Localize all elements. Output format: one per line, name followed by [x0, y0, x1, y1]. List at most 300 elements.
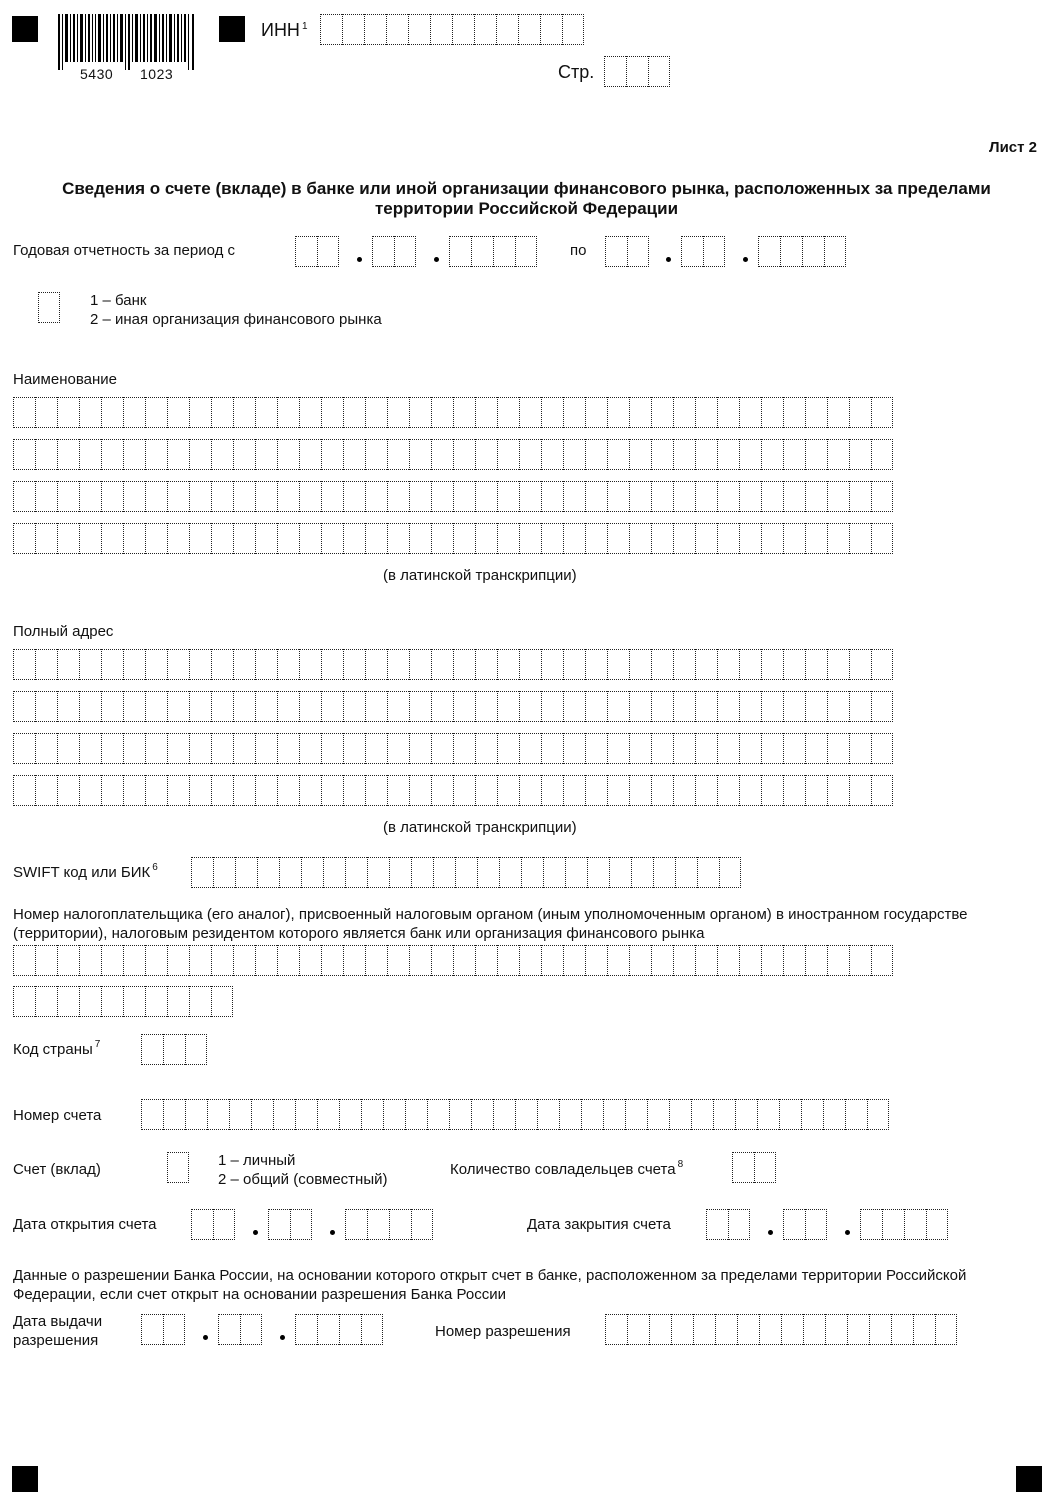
entry-cell[interactable]	[805, 523, 827, 554]
entry-cell[interactable]	[805, 649, 827, 680]
entry-cell[interactable]	[235, 857, 257, 888]
entry-cell[interactable]	[629, 945, 651, 976]
entry-cell[interactable]	[365, 523, 387, 554]
entry-cell[interactable]	[493, 1099, 515, 1130]
entry-cell[interactable]	[651, 649, 673, 680]
entry-cell[interactable]	[783, 775, 805, 806]
entry-cell[interactable]	[497, 439, 519, 470]
entry-cell[interactable]	[761, 691, 783, 722]
entry-cell[interactable]	[629, 523, 651, 554]
entry-cell[interactable]	[233, 439, 255, 470]
entry-cell[interactable]	[849, 481, 871, 512]
period-to-year[interactable]	[758, 236, 846, 267]
entry-cell[interactable]	[653, 857, 675, 888]
entry-cell[interactable]	[255, 481, 277, 512]
entry-cell[interactable]	[317, 1099, 339, 1130]
entry-cell[interactable]	[145, 481, 167, 512]
entry-cell[interactable]	[240, 1314, 262, 1345]
entry-cell[interactable]	[651, 481, 673, 512]
entry-cell[interactable]	[255, 775, 277, 806]
entry-cell[interactable]	[79, 523, 101, 554]
entry-cell[interactable]	[629, 397, 651, 428]
entry-cell[interactable]	[257, 857, 279, 888]
entry-cell[interactable]	[935, 1314, 957, 1345]
entry-cell[interactable]	[233, 775, 255, 806]
entry-cell[interactable]	[167, 481, 189, 512]
entry-cell[interactable]	[651, 775, 673, 806]
entry-cell[interactable]	[255, 397, 277, 428]
entry-cell[interactable]	[849, 439, 871, 470]
entry-cell[interactable]	[431, 397, 453, 428]
entry-cell[interactable]	[185, 1099, 207, 1130]
entry-cell[interactable]	[904, 1209, 926, 1240]
entry-cell[interactable]	[477, 857, 499, 888]
entry-cell[interactable]	[783, 397, 805, 428]
entry-cell[interactable]	[519, 439, 541, 470]
entry-cell[interactable]	[361, 1314, 383, 1345]
entry-cell[interactable]	[35, 397, 57, 428]
entry-cell[interactable]	[563, 439, 585, 470]
entry-cell[interactable]	[849, 523, 871, 554]
entry-cell[interactable]	[79, 945, 101, 976]
entry-cell[interactable]	[211, 523, 233, 554]
entry-cell[interactable]	[35, 733, 57, 764]
entry-cell[interactable]	[717, 733, 739, 764]
entry-cell[interactable]	[805, 397, 827, 428]
entry-cell[interactable]	[607, 649, 629, 680]
entry-cell[interactable]	[860, 1209, 882, 1240]
entry-cell[interactable]	[802, 236, 824, 267]
entry-cell[interactable]	[189, 986, 211, 1017]
address-row-3[interactable]	[13, 733, 893, 764]
entry-cell[interactable]	[211, 691, 233, 722]
entry-cell[interactable]	[871, 945, 893, 976]
entry-cell[interactable]	[717, 439, 739, 470]
entry-cell[interactable]	[431, 481, 453, 512]
entry-cell[interactable]	[739, 945, 761, 976]
entry-cell[interactable]	[717, 945, 739, 976]
entry-cell[interactable]	[189, 397, 211, 428]
entry-cell[interactable]	[233, 649, 255, 680]
entry-cell[interactable]	[475, 649, 497, 680]
entry-cell[interactable]	[651, 523, 673, 554]
entry-cell[interactable]	[706, 1209, 728, 1240]
entry-cell[interactable]	[35, 649, 57, 680]
entry-cell[interactable]	[515, 1099, 537, 1130]
entry-cell[interactable]	[801, 1099, 823, 1130]
entry-cell[interactable]	[585, 733, 607, 764]
name-row-1[interactable]	[13, 397, 893, 428]
entry-cell[interactable]	[321, 397, 343, 428]
entry-cell[interactable]	[871, 523, 893, 554]
entry-cell[interactable]	[431, 691, 453, 722]
entry-cell[interactable]	[871, 733, 893, 764]
entry-cell[interactable]	[519, 733, 541, 764]
entry-cell[interactable]	[739, 733, 761, 764]
entry-cell[interactable]	[343, 481, 365, 512]
deposit-type-field[interactable]	[167, 1152, 189, 1183]
entry-cell[interactable]	[409, 397, 431, 428]
entry-cell[interactable]	[475, 733, 497, 764]
entry-cell[interactable]	[387, 945, 409, 976]
entry-cell[interactable]	[273, 1099, 295, 1130]
entry-cell[interactable]	[651, 733, 673, 764]
entry-cell[interactable]	[449, 236, 471, 267]
entry-cell[interactable]	[739, 397, 761, 428]
entry-cell[interactable]	[145, 397, 167, 428]
page-number-field[interactable]	[604, 56, 670, 87]
entry-cell[interactable]	[35, 775, 57, 806]
entry-cell[interactable]	[342, 14, 364, 45]
entry-cell[interactable]	[499, 857, 521, 888]
name-row-2[interactable]	[13, 439, 893, 470]
entry-cell[interactable]	[475, 691, 497, 722]
entry-cell[interactable]	[365, 775, 387, 806]
address-row-1[interactable]	[13, 649, 893, 680]
entry-cell[interactable]	[185, 1034, 207, 1065]
entry-cell[interactable]	[189, 945, 211, 976]
entry-cell[interactable]	[409, 945, 431, 976]
entry-cell[interactable]	[79, 397, 101, 428]
entry-cell[interactable]	[79, 733, 101, 764]
entry-cell[interactable]	[255, 649, 277, 680]
entry-cell[interactable]	[408, 14, 430, 45]
entry-cell[interactable]	[345, 857, 367, 888]
entry-cell[interactable]	[411, 857, 433, 888]
entry-cell[interactable]	[671, 1314, 693, 1345]
entry-cell[interactable]	[343, 523, 365, 554]
entry-cell[interactable]	[647, 1099, 669, 1130]
entry-cell[interactable]	[496, 14, 518, 45]
entry-cell[interactable]	[757, 1099, 779, 1130]
entry-cell[interactable]	[519, 775, 541, 806]
entry-cell[interactable]	[431, 523, 453, 554]
entry-cell[interactable]	[827, 775, 849, 806]
entry-cell[interactable]	[233, 945, 255, 976]
entry-cell[interactable]	[365, 439, 387, 470]
entry-cell[interactable]	[35, 439, 57, 470]
entry-cell[interactable]	[409, 439, 431, 470]
entry-cell[interactable]	[871, 775, 893, 806]
entry-cell[interactable]	[387, 691, 409, 722]
entry-cell[interactable]	[13, 733, 35, 764]
entry-cell[interactable]	[387, 397, 409, 428]
entry-cell[interactable]	[163, 1314, 185, 1345]
entry-cell[interactable]	[717, 397, 739, 428]
entry-cell[interactable]	[13, 649, 35, 680]
entry-cell[interactable]	[761, 775, 783, 806]
entry-cell[interactable]	[79, 691, 101, 722]
entry-cell[interactable]	[563, 397, 585, 428]
entry-cell[interactable]	[673, 397, 695, 428]
entry-cell[interactable]	[891, 1314, 913, 1345]
entry-cell[interactable]	[474, 14, 496, 45]
period-from-year[interactable]	[449, 236, 537, 267]
entry-cell[interactable]	[761, 649, 783, 680]
entry-cell[interactable]	[827, 439, 849, 470]
entry-cell[interactable]	[629, 733, 651, 764]
entry-cell[interactable]	[849, 733, 871, 764]
entry-cell[interactable]	[758, 236, 780, 267]
entry-cell[interactable]	[13, 945, 35, 976]
entry-cell[interactable]	[695, 481, 717, 512]
entry-cell[interactable]	[295, 236, 317, 267]
entry-cell[interactable]	[519, 523, 541, 554]
entry-cell[interactable]	[869, 1314, 891, 1345]
entry-cell[interactable]	[453, 397, 475, 428]
entry-cell[interactable]	[585, 945, 607, 976]
entry-cell[interactable]	[57, 733, 79, 764]
entry-cell[interactable]	[211, 649, 233, 680]
entry-cell[interactable]	[365, 397, 387, 428]
entry-cell[interactable]	[57, 439, 79, 470]
entry-cell[interactable]	[497, 397, 519, 428]
entry-cell[interactable]	[497, 945, 519, 976]
entry-cell[interactable]	[827, 397, 849, 428]
entry-cell[interactable]	[343, 733, 365, 764]
entry-cell[interactable]	[145, 439, 167, 470]
entry-cell[interactable]	[651, 691, 673, 722]
entry-cell[interactable]	[585, 439, 607, 470]
entry-cell[interactable]	[101, 649, 123, 680]
entry-cell[interactable]	[761, 481, 783, 512]
entry-cell[interactable]	[541, 691, 563, 722]
entry-cell[interactable]	[651, 945, 673, 976]
entry-cell[interactable]	[321, 733, 343, 764]
entry-cell[interactable]	[163, 1099, 185, 1130]
entry-cell[interactable]	[387, 439, 409, 470]
entry-cell[interactable]	[13, 481, 35, 512]
entry-cell[interactable]	[739, 439, 761, 470]
entry-cell[interactable]	[455, 857, 477, 888]
entry-cell[interactable]	[737, 1314, 759, 1345]
entry-cell[interactable]	[475, 397, 497, 428]
entry-cell[interactable]	[673, 481, 695, 512]
entry-cell[interactable]	[394, 236, 416, 267]
entry-cell[interactable]	[693, 1314, 715, 1345]
entry-cell[interactable]	[805, 775, 827, 806]
entry-cell[interactable]	[123, 691, 145, 722]
entry-cell[interactable]	[453, 945, 475, 976]
entry-cell[interactable]	[849, 649, 871, 680]
entry-cell[interactable]	[299, 691, 321, 722]
address-row-4[interactable]	[13, 775, 893, 806]
taxpayer-row-2[interactable]	[13, 986, 233, 1017]
entry-cell[interactable]	[431, 649, 453, 680]
entry-cell[interactable]	[145, 691, 167, 722]
entry-cell[interactable]	[295, 1314, 317, 1345]
entry-cell[interactable]	[361, 1099, 383, 1130]
entry-cell[interactable]	[541, 945, 563, 976]
entry-cell[interactable]	[519, 397, 541, 428]
entry-cell[interactable]	[189, 691, 211, 722]
entry-cell[interactable]	[453, 523, 475, 554]
entry-cell[interactable]	[783, 691, 805, 722]
entry-cell[interactable]	[57, 649, 79, 680]
entry-cell[interactable]	[213, 1209, 235, 1240]
entry-cell[interactable]	[754, 1152, 776, 1183]
entry-cell[interactable]	[607, 481, 629, 512]
entry-cell[interactable]	[145, 945, 167, 976]
entry-cell[interactable]	[717, 523, 739, 554]
entry-cell[interactable]	[845, 1099, 867, 1130]
entry-cell[interactable]	[145, 523, 167, 554]
entry-cell[interactable]	[805, 481, 827, 512]
entry-cell[interactable]	[783, 733, 805, 764]
entry-cell[interactable]	[695, 945, 717, 976]
entry-cell[interactable]	[882, 1209, 904, 1240]
entry-cell[interactable]	[277, 523, 299, 554]
entry-cell[interactable]	[471, 236, 493, 267]
entry-cell[interactable]	[475, 775, 497, 806]
entry-cell[interactable]	[321, 775, 343, 806]
entry-cell[interactable]	[233, 397, 255, 428]
entry-cell[interactable]	[695, 397, 717, 428]
entry-cell[interactable]	[145, 649, 167, 680]
entry-cell[interactable]	[13, 397, 35, 428]
entry-cell[interactable]	[35, 986, 57, 1017]
entry-cell[interactable]	[277, 775, 299, 806]
entry-cell[interactable]	[761, 397, 783, 428]
entry-cell[interactable]	[541, 397, 563, 428]
entry-cell[interactable]	[673, 439, 695, 470]
entry-cell[interactable]	[299, 945, 321, 976]
entry-cell[interactable]	[167, 397, 189, 428]
entry-cell[interactable]	[101, 439, 123, 470]
entry-cell[interactable]	[101, 523, 123, 554]
close-date-day[interactable]	[706, 1209, 750, 1240]
entry-cell[interactable]	[427, 1099, 449, 1130]
entry-cell[interactable]	[301, 857, 323, 888]
entry-cell[interactable]	[515, 236, 537, 267]
entry-cell[interactable]	[849, 775, 871, 806]
entry-cell[interactable]	[713, 1099, 735, 1130]
entry-cell[interactable]	[277, 397, 299, 428]
entry-cell[interactable]	[409, 733, 431, 764]
entry-cell[interactable]	[805, 945, 827, 976]
entry-cell[interactable]	[233, 523, 255, 554]
entry-cell[interactable]	[563, 481, 585, 512]
entry-cell[interactable]	[386, 14, 408, 45]
entry-cell[interactable]	[409, 775, 431, 806]
entry-cell[interactable]	[343, 649, 365, 680]
entry-cell[interactable]	[563, 523, 585, 554]
entry-cell[interactable]	[299, 481, 321, 512]
entry-cell[interactable]	[605, 236, 627, 267]
entry-cell[interactable]	[101, 733, 123, 764]
entry-cell[interactable]	[123, 945, 145, 976]
entry-cell[interactable]	[251, 1099, 273, 1130]
entry-cell[interactable]	[167, 523, 189, 554]
entry-cell[interactable]	[218, 1314, 240, 1345]
entry-cell[interactable]	[585, 775, 607, 806]
entry-cell[interactable]	[189, 649, 211, 680]
entry-cell[interactable]	[739, 481, 761, 512]
entry-cell[interactable]	[255, 439, 277, 470]
entry-cell[interactable]	[805, 691, 827, 722]
swift-field[interactable]	[191, 857, 741, 888]
entry-cell[interactable]	[540, 14, 562, 45]
entry-cell[interactable]	[431, 945, 453, 976]
entry-cell[interactable]	[695, 691, 717, 722]
entry-cell[interactable]	[471, 1099, 493, 1130]
entry-cell[interactable]	[145, 775, 167, 806]
entry-cell[interactable]	[519, 481, 541, 512]
entry-cell[interactable]	[13, 439, 35, 470]
entry-cell[interactable]	[123, 775, 145, 806]
entry-cell[interactable]	[299, 523, 321, 554]
entry-cell[interactable]	[387, 523, 409, 554]
entry-cell[interactable]	[123, 439, 145, 470]
entry-cell[interactable]	[233, 691, 255, 722]
entry-cell[interactable]	[35, 481, 57, 512]
entry-cell[interactable]	[277, 439, 299, 470]
entry-cell[interactable]	[411, 1209, 433, 1240]
entry-cell[interactable]	[123, 481, 145, 512]
entry-cell[interactable]	[717, 775, 739, 806]
entry-cell[interactable]	[167, 733, 189, 764]
entry-cell[interactable]	[497, 691, 519, 722]
entry-cell[interactable]	[57, 775, 79, 806]
entry-cell[interactable]	[167, 775, 189, 806]
entry-cell[interactable]	[581, 1099, 603, 1130]
entry-cell[interactable]	[783, 649, 805, 680]
entry-cell[interactable]	[35, 691, 57, 722]
entry-cell[interactable]	[167, 945, 189, 976]
entry-cell[interactable]	[321, 439, 343, 470]
entry-cell[interactable]	[163, 1034, 185, 1065]
entry-cell[interactable]	[871, 439, 893, 470]
entry-cell[interactable]	[780, 236, 802, 267]
entry-cell[interactable]	[453, 775, 475, 806]
entry-cell[interactable]	[562, 14, 584, 45]
entry-cell[interactable]	[805, 439, 827, 470]
entry-cell[interactable]	[541, 775, 563, 806]
entry-cell[interactable]	[383, 1099, 405, 1130]
entry-cell[interactable]	[339, 1314, 361, 1345]
entry-cell[interactable]	[563, 945, 585, 976]
entry-cell[interactable]	[827, 691, 849, 722]
entry-cell[interactable]	[605, 1314, 627, 1345]
entry-cell[interactable]	[629, 481, 651, 512]
entry-cell[interactable]	[277, 945, 299, 976]
entry-cell[interactable]	[719, 857, 741, 888]
entry-cell[interactable]	[518, 14, 540, 45]
entry-cell[interactable]	[364, 14, 386, 45]
entry-cell[interactable]	[871, 481, 893, 512]
entry-cell[interactable]	[805, 1209, 827, 1240]
entry-cell[interactable]	[695, 733, 717, 764]
entry-cell[interactable]	[141, 1314, 163, 1345]
entry-cell[interactable]	[167, 1152, 189, 1183]
entry-cell[interactable]	[167, 649, 189, 680]
entry-cell[interactable]	[211, 986, 233, 1017]
entry-cell[interactable]	[629, 775, 651, 806]
open-date-day[interactable]	[191, 1209, 235, 1240]
entry-cell[interactable]	[13, 523, 35, 554]
entry-cell[interactable]	[783, 439, 805, 470]
entry-cell[interactable]	[299, 775, 321, 806]
entry-cell[interactable]	[211, 481, 233, 512]
entry-cell[interactable]	[345, 1209, 367, 1240]
entry-cell[interactable]	[541, 523, 563, 554]
entry-cell[interactable]	[732, 1152, 754, 1183]
entry-cell[interactable]	[123, 397, 145, 428]
coowners-field[interactable]	[732, 1152, 776, 1183]
entry-cell[interactable]	[493, 236, 515, 267]
entry-cell[interactable]	[101, 397, 123, 428]
entry-cell[interactable]	[497, 481, 519, 512]
